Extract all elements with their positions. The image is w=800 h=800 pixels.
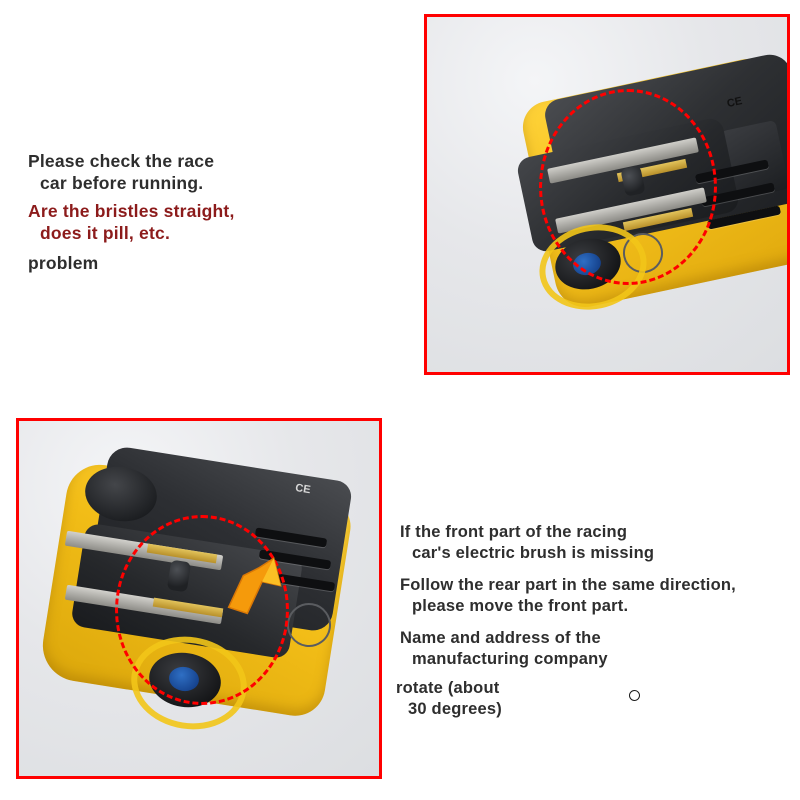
warning-line-1: Are the bristles straight, <box>28 201 235 221</box>
photo-panel-bottom <box>16 418 382 779</box>
check-line-1: Please check the race <box>28 151 215 171</box>
manufacturer-text <box>400 628 608 671</box>
company-line-2: manufacturing company <box>412 650 608 669</box>
rotate-line-1: rotate (about <box>396 679 500 697</box>
rotate-line-2: 30 degrees) <box>408 700 502 719</box>
orange-arrow-icon <box>211 552 288 631</box>
bristle-warning-text <box>28 200 235 245</box>
problem-label <box>28 252 98 274</box>
ce-mark-label: CE <box>725 95 744 111</box>
follow-line-1: Follow the rear part in the same direction, <box>400 576 736 594</box>
ce-mark-label: CE <box>294 481 312 497</box>
warning-line-2: does it pill, etc. <box>40 223 171 244</box>
degree-symbol-icon <box>629 690 640 701</box>
photo-panel-top <box>424 14 790 375</box>
rotate-text <box>396 678 502 721</box>
check-instruction-text <box>28 150 214 195</box>
check-line-2: car before running. <box>40 173 204 194</box>
follow-line-2: please move the front part. <box>412 597 629 616</box>
company-line-1: Name and address of the <box>400 629 601 647</box>
highlight-circle-top <box>539 89 717 285</box>
missing-line-2: car's electric brush is missing <box>412 544 655 563</box>
missing-line-1: If the front part of the racing <box>400 523 628 541</box>
problem-label-text: problem <box>28 253 99 273</box>
follow-direction-text <box>400 575 736 618</box>
missing-brush-text <box>400 522 654 565</box>
